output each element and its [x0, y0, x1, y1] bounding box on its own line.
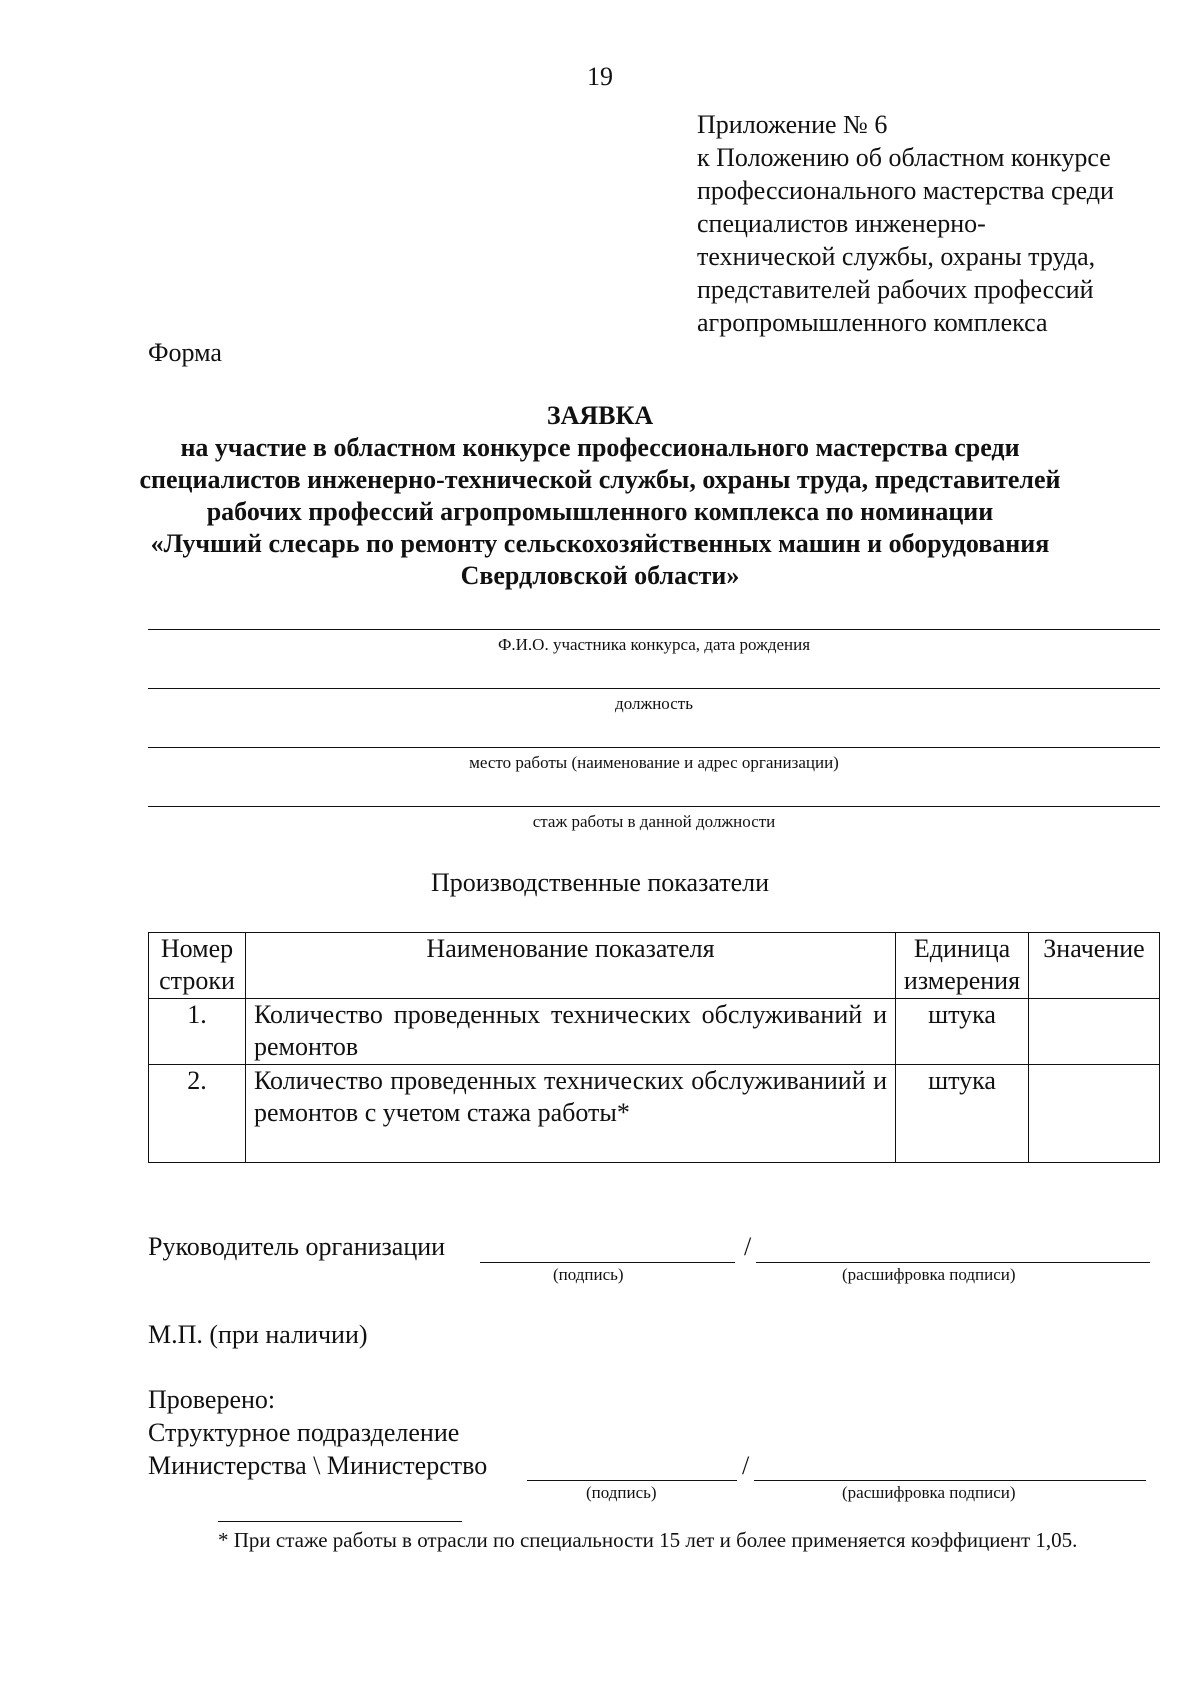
position-caption: должность: [615, 694, 693, 713]
appendix-header: [697, 108, 1114, 339]
row-name: Количество проведенных технических обслуживаниий и ремонтов с учетом стажа работы*: [246, 1065, 896, 1163]
appendix-line: Приложение № 6: [697, 110, 888, 139]
row-num: 2.: [149, 1065, 246, 1163]
row-unit: штука: [896, 1065, 1029, 1163]
title-heading: ЗАЯВКА: [546, 401, 654, 430]
title-line: рабочих профессий агропромышленного комплекса по номинации: [206, 497, 994, 526]
checked-line2: Министерства \ Министерство: [148, 1451, 488, 1480]
indicators-title: Производственные показатели: [430, 868, 770, 897]
checked-signature-line[interactable]: [527, 1480, 737, 1481]
appendix-line: агропромышленного комплекса: [697, 308, 1048, 337]
appendix-line: технической службы, охраны труда,: [697, 242, 1096, 271]
title-line: «Лучший слесарь по ремонту сельскохозяйственных машин и оборудования: [150, 529, 1050, 558]
appendix-line: к Положению об областном конкурсе: [697, 143, 1111, 172]
table-header-row: [149, 933, 1160, 999]
header-name: Наименование показателя: [246, 933, 896, 999]
title-line: на участие в областном конкурсе профессионального мастерства среди: [180, 433, 1020, 462]
row-name: Количество проведенных технических обслуживаний и ремонтов: [246, 999, 896, 1065]
title-line: специалистов инженерно-технической службы, охраны труда, представителей: [139, 465, 1061, 494]
appendix-line: специалистов инженерно-: [697, 209, 986, 238]
appendix-line: профессионального мастерства среди: [697, 176, 1114, 205]
title-line: Свердловской области»: [460, 561, 740, 590]
participant-name-field[interactable]: [148, 629, 1160, 630]
checked-decode-caption: (расшифровка подписи): [842, 1483, 1016, 1502]
row-num: 1.: [149, 999, 246, 1065]
participant-name-caption: Ф.И.О. участника конкурса, дата рождения: [497, 635, 811, 654]
head-label: Руководитель организации: [148, 1232, 446, 1261]
header-unit: Единица измерения: [896, 933, 1029, 999]
checked-line1: Структурное подразделение: [148, 1418, 460, 1447]
row-value-cell[interactable]: [1029, 999, 1160, 1065]
workplace-caption: место работы (наименование и адрес организации): [469, 753, 839, 772]
form-label: Форма: [148, 338, 222, 367]
stamp-label: М.П. (при наличии): [148, 1320, 368, 1349]
experience-caption: стаж работы в данной должности: [532, 812, 776, 831]
header-num: Номер строки: [149, 933, 246, 999]
table-row: [149, 999, 1160, 1065]
table-row: [149, 1065, 1160, 1163]
checked-sign-caption: (подпись): [586, 1483, 657, 1502]
experience-field[interactable]: [148, 806, 1160, 807]
footnote-rule: [218, 1521, 462, 1522]
checked-label: Проверено:: [148, 1385, 276, 1414]
workplace-field[interactable]: [148, 747, 1160, 748]
head-sign-caption: (подпись): [553, 1265, 624, 1284]
header-value: Значение: [1029, 933, 1160, 999]
head-decode-line[interactable]: [756, 1262, 1150, 1263]
checked-decode-line[interactable]: [754, 1480, 1146, 1481]
head-decode-caption: (расшифровка подписи): [842, 1265, 1016, 1284]
checked-separator: /: [742, 1451, 750, 1480]
page-number: 19: [587, 62, 613, 91]
indicators-table: [148, 932, 1160, 1163]
footnote-text: * При стаже работы в отрасли по специальности 15 лет и более применяется коэффициент 1,05.: [218, 1528, 1078, 1552]
head-signature-line[interactable]: [480, 1262, 735, 1263]
row-value-cell[interactable]: [1029, 1065, 1160, 1163]
appendix-line: представителей рабочих профессий: [697, 275, 1094, 304]
head-separator: /: [744, 1232, 752, 1261]
position-field[interactable]: [148, 688, 1160, 689]
document-title: [100, 400, 1100, 592]
row-unit: штука: [896, 999, 1029, 1065]
